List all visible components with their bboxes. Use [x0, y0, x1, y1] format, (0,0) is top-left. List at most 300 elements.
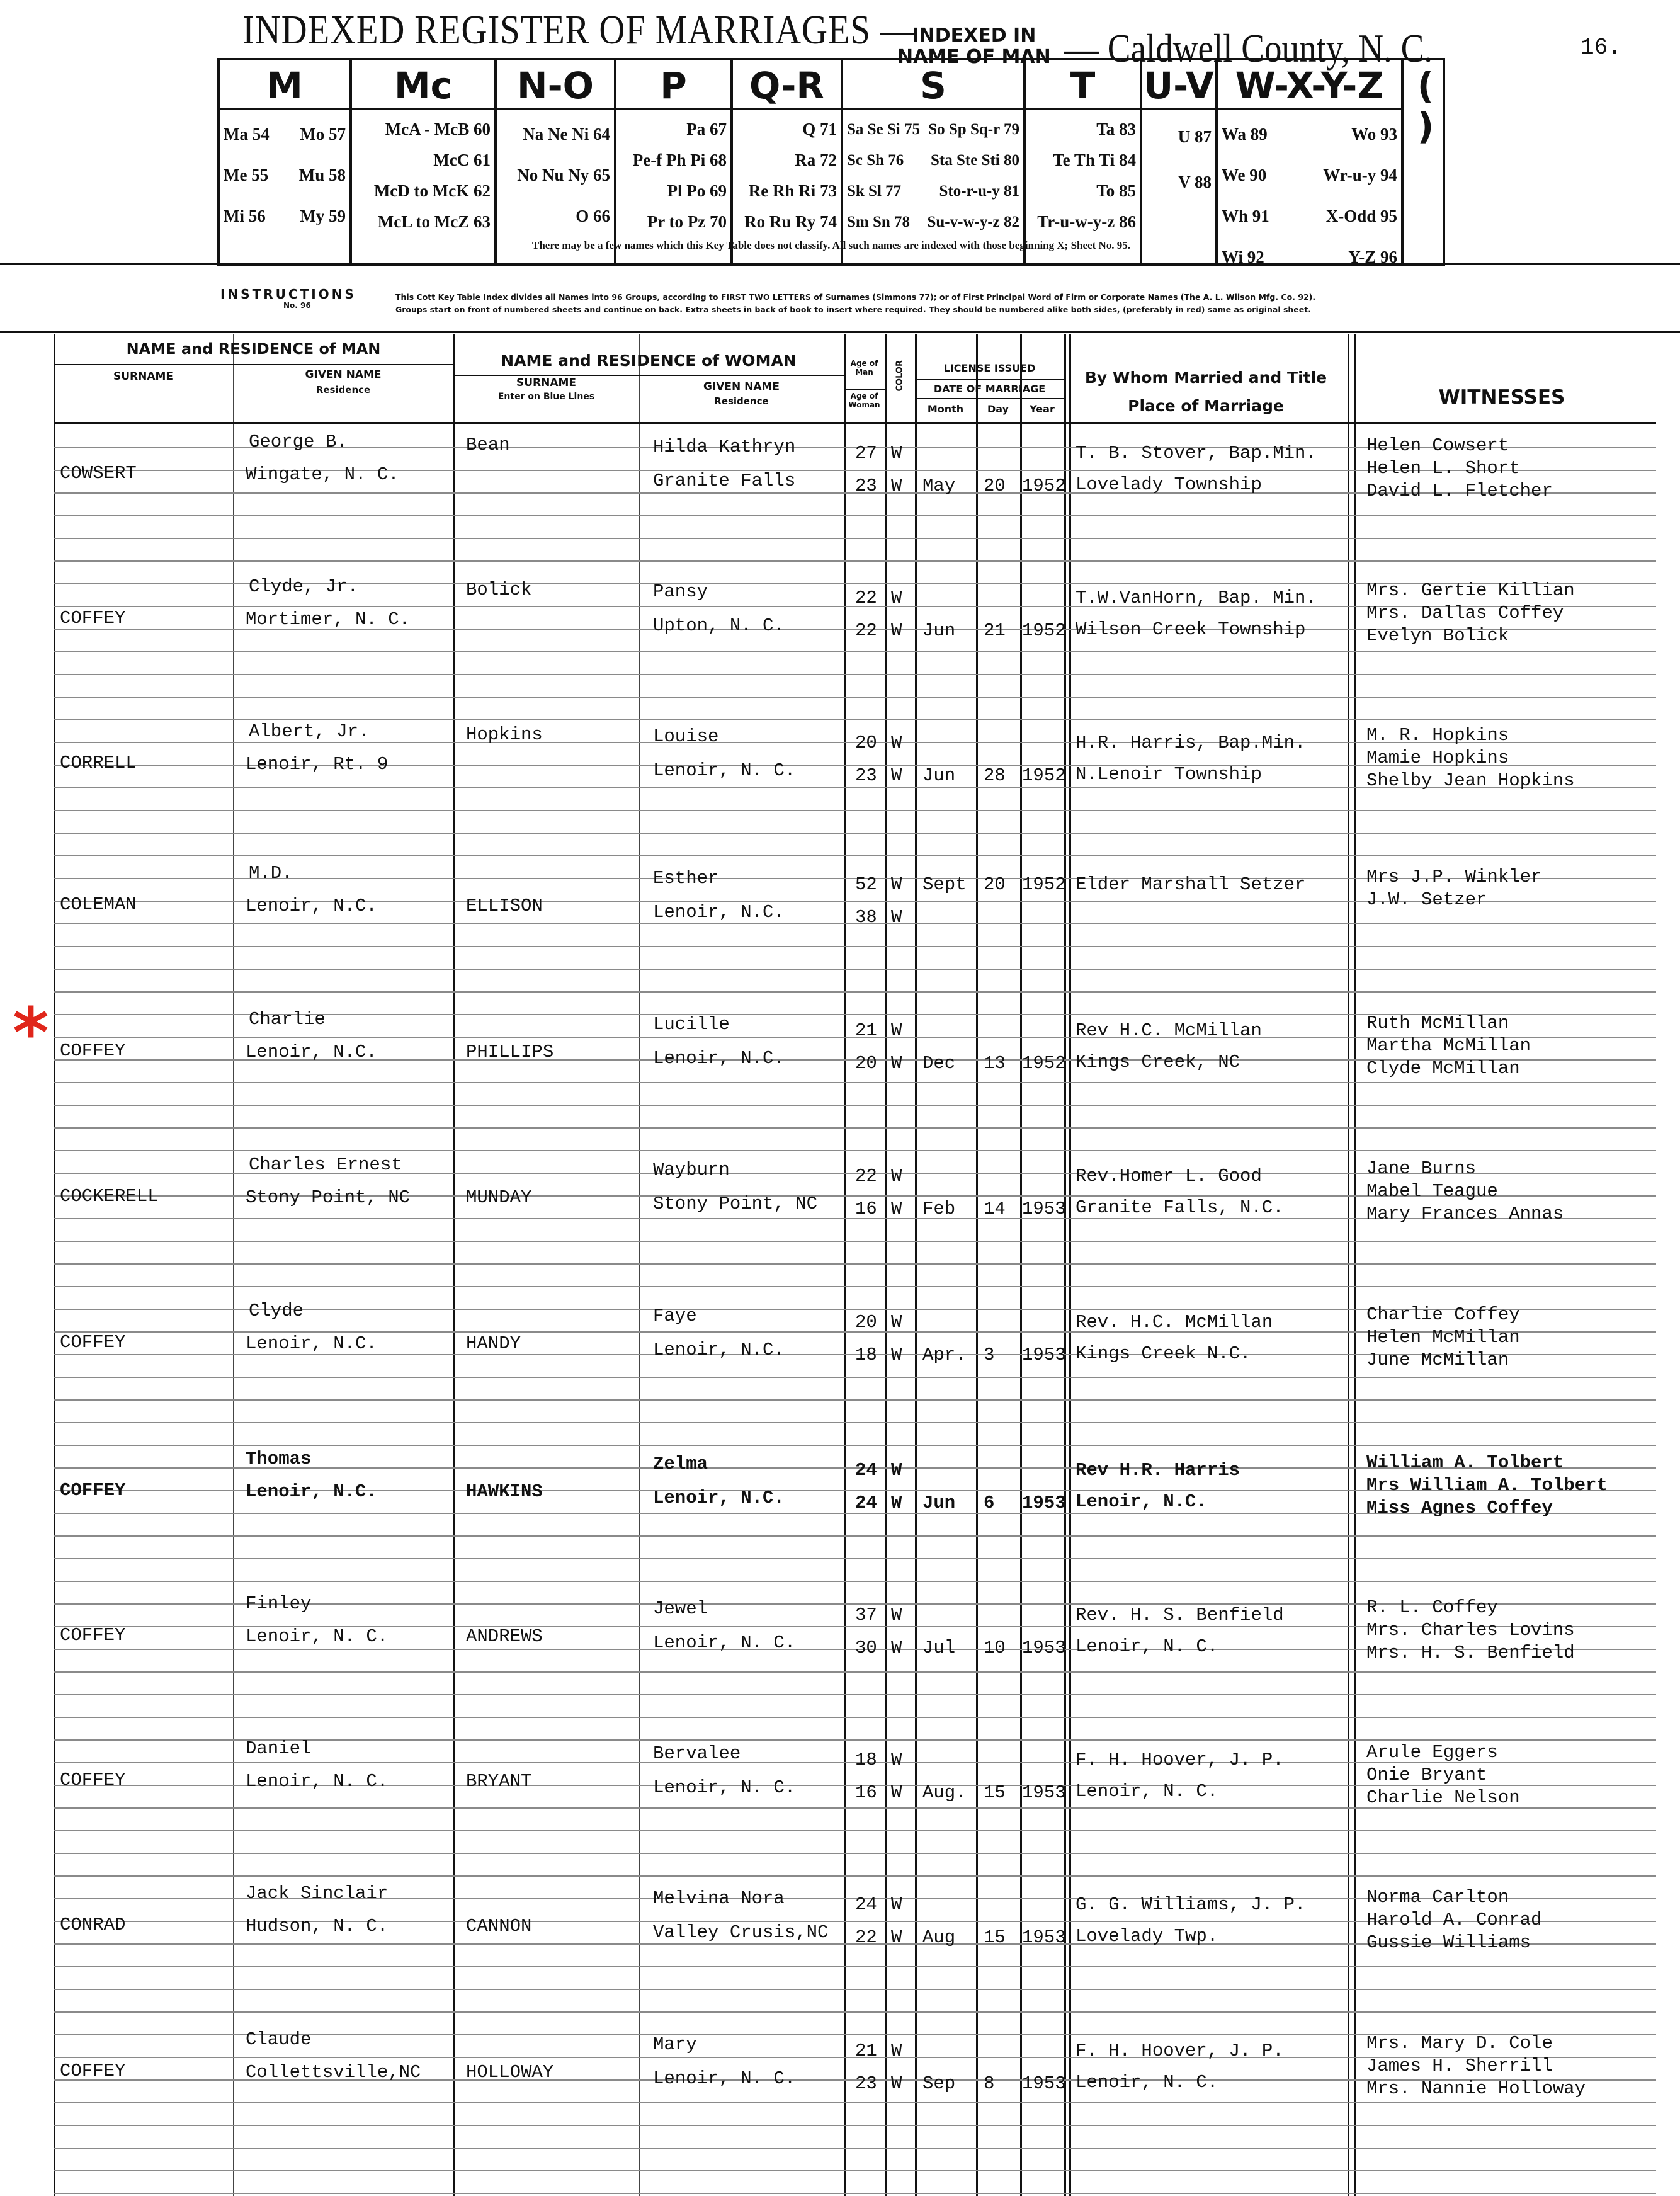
column-rule [1069, 334, 1071, 2196]
witness-name: Charlie Nelson [1366, 1787, 1520, 1808]
ruled-line [54, 1377, 1656, 1378]
age-man: 22 [855, 1166, 877, 1186]
key-entry-row [847, 145, 1019, 176]
witness-name: Mrs. Dallas Coffey [1366, 603, 1564, 623]
woman-residence: Lenoir, N.C. [653, 1048, 785, 1069]
key-letter-underline [843, 108, 1023, 110]
witness-name: Mamie Hopkins [1366, 748, 1509, 768]
man-residence: Mortimer, N. C. [246, 609, 411, 630]
woman-residence: Lenoir, N. C. [653, 760, 796, 781]
key-entry: To 85 [1096, 181, 1136, 200]
woman-surname-header: SURNAME [516, 377, 577, 389]
key-entry: McA - McB 60 [385, 120, 491, 139]
marriage-month: Feb [922, 1198, 956, 1219]
key-entry: Wr-u-y 94 [1323, 166, 1397, 185]
man-given-name: Jack Sinclair [246, 1883, 389, 1904]
age-man: 37 [855, 1605, 877, 1625]
key-letter-underline [733, 108, 841, 110]
key-entry-row [224, 155, 346, 196]
age-woman: 16 [855, 1198, 877, 1219]
key-entries [501, 114, 610, 237]
witness-name: Onie Bryant [1366, 1765, 1487, 1785]
key-column-0 [220, 60, 352, 263]
ruled-line [54, 1150, 1656, 1151]
officiant: Rev H.R. Harris [1076, 1460, 1240, 1481]
marriage-month: Jul [922, 1637, 956, 1658]
witness-name: Clyde McMillan [1366, 1058, 1520, 1079]
age-woman: 16 [855, 1782, 877, 1803]
column-rule [1354, 334, 1356, 2196]
witness-name: Mrs. Mary D. Cole [1366, 2033, 1553, 2054]
key-letter: Q-R [749, 64, 825, 107]
woman-surname: CANNON [466, 1916, 532, 1937]
ruled-line [54, 2193, 1656, 2194]
man-given-name: Daniel [246, 1738, 312, 1759]
key-entry: Me 55 [224, 166, 269, 185]
witness-name: Mrs J.P. Winkler [1366, 867, 1542, 887]
ruled-line [54, 2011, 1656, 2013]
license-rule [915, 379, 1064, 380]
woman-residence: Lenoir, N. C. [653, 1777, 796, 1798]
witness-name: Mrs. Gertie Killian [1366, 580, 1575, 601]
man-given-name: Albert, Jr. [249, 721, 370, 742]
key-column-8 [1218, 60, 1404, 266]
color-man: W [891, 1312, 902, 1333]
ruled-line [54, 1263, 1656, 1265]
ruled-line [54, 1989, 1656, 1990]
key-entry: Q 71 [802, 120, 837, 139]
ruled-line [54, 674, 1656, 675]
place-of-marriage: Wilson Creek Township [1076, 619, 1306, 640]
ruled-line [54, 1082, 1656, 1083]
ruled-line [54, 2125, 1656, 2126]
woman-group-rule [453, 375, 844, 376]
column-rule [639, 334, 640, 2196]
key-letter: T [1070, 64, 1096, 107]
marriage-day: 20 [984, 874, 1006, 895]
ruled-line [54, 1105, 1656, 1106]
age-woman: 18 [855, 1345, 877, 1365]
instructions-divider [0, 331, 1680, 333]
register-title: INDEXED REGISTER OF MARRIAGES — [242, 7, 917, 53]
man-residence: Lenoir, N.C. [246, 1042, 377, 1062]
age-man: 24 [855, 1460, 877, 1481]
ruled-line [54, 2170, 1656, 2171]
key-letter: U-V [1144, 64, 1214, 107]
key-entry: Re Rh Ri 73 [748, 181, 837, 200]
color-man: W [891, 732, 902, 753]
ruled-line [54, 855, 1656, 856]
key-entry: Ra 72 [795, 151, 837, 169]
witness-name: Mrs. H. S. Benfield [1366, 1642, 1575, 1663]
age-woman: 23 [855, 475, 877, 496]
key-entry-row [1222, 114, 1397, 155]
key-entry: Te Th Ti 84 [1053, 151, 1136, 169]
man-given-name: M.D. [249, 863, 293, 884]
ruled-line [54, 1830, 1656, 1831]
place-of-marriage: Kings Creek N.C. [1076, 1343, 1251, 1364]
ruled-line [54, 1671, 1656, 1673]
woman-surname-note: Enter on Blue Lines [497, 392, 595, 402]
key-entries [1146, 114, 1212, 205]
woman-given-name: Pansy [653, 581, 708, 602]
color-woman: W [891, 1198, 902, 1219]
column-rule [54, 334, 55, 2196]
key-column-3 [616, 60, 733, 263]
place-of-marriage: Lenoir, N. C. [1076, 1636, 1218, 1657]
officiant: Elder Marshall Setzer [1076, 874, 1306, 895]
key-entries [620, 114, 727, 237]
marriage-month: Jun [922, 765, 956, 786]
marriage-day: 6 [984, 1493, 995, 1513]
man-residence: Lenoir, N.C. [246, 1333, 377, 1354]
place-of-marriage: Lenoir, N. C. [1076, 1781, 1218, 1802]
color-woman: W [891, 1345, 902, 1365]
woman-residence: Stony Point, NC [653, 1193, 818, 1214]
key-entry: Mo 57 [300, 125, 346, 144]
man-surname: CORRELL [60, 753, 137, 773]
key-entry: Tr-u-w-y-z 86 [1037, 212, 1136, 231]
key-entry: Wa 89 [1222, 125, 1268, 144]
marriage-day: 15 [984, 1927, 1006, 1948]
key-table [217, 58, 1445, 266]
ruled-line [54, 833, 1656, 834]
age-man: 21 [855, 2040, 877, 2061]
county-label: — Caldwell County, N. C. [1064, 26, 1433, 71]
man-surname: COFFEY [60, 2061, 126, 2081]
key-entry: Wi 92 [1222, 247, 1264, 266]
age-woman-header: Age of Woman [848, 392, 880, 409]
key-entry: Na Ne Ni 64 [523, 125, 610, 144]
witness-name: Shelby Jean Hopkins [1366, 770, 1575, 791]
instructions-text [395, 291, 1466, 316]
indexed-in-line2: NAME OF MAN [897, 46, 1051, 68]
age-woman: 22 [855, 1927, 877, 1948]
key-entry: O 66 [576, 207, 610, 225]
marriage-day: 8 [984, 2073, 995, 2094]
marriage-year: 1953 [1022, 1927, 1066, 1948]
woman-surname: HAWKINS [466, 1481, 543, 1502]
man-surname: COFFEY [60, 1480, 126, 1501]
license-header: LICENSE ISSUED [943, 362, 1036, 374]
color-woman: W [891, 1927, 902, 1948]
witness-name: M. R. Hopkins [1366, 725, 1509, 746]
woman-given-name: Lucille [653, 1014, 730, 1035]
key-entries [847, 114, 1019, 237]
key-entry: So Sp Sq-r 79 [928, 121, 1019, 138]
age-man: 22 [855, 588, 877, 608]
key-entry: U 87 [1178, 127, 1212, 146]
man-group-header: NAME and RESIDENCE of MAN [126, 340, 381, 358]
ruled-line [54, 1399, 1656, 1401]
officiant: T. B. Stover, Bap.Min. [1076, 443, 1317, 464]
man-given-name: Finley [246, 1593, 312, 1614]
ruled-line [54, 1535, 1656, 1537]
witness-name: Helen L. Short [1366, 458, 1520, 479]
key-entry: Wo 93 [1351, 125, 1397, 144]
marriage-year: 1953 [1022, 1345, 1066, 1365]
witness-name: Helen McMillan [1366, 1327, 1520, 1348]
man-given-name: Clyde, Jr. [249, 576, 359, 597]
man-surname: COFFEY [60, 1770, 126, 1790]
man-residence: Wingate, N. C. [246, 464, 399, 485]
woman-surname: Hopkins [466, 724, 543, 745]
key-letter: Mc [394, 64, 453, 107]
color-man: W [891, 588, 902, 608]
marriage-month: Sep [922, 2073, 956, 2094]
key-entry-row [847, 207, 1019, 237]
color-man: W [891, 443, 902, 464]
marriage-month: Dec [922, 1053, 956, 1074]
woman-given-name: Faye [653, 1306, 697, 1326]
age-split-rule [844, 389, 885, 390]
officiant: Rev H.C. McMillan [1076, 1020, 1262, 1041]
instructions-line-1: This Cott Key Table Index divides all Names into 96 Groups, according to FIRST TWO LETTERS of Surnames (Simmons 77); or of First Principal Word of Firm or Corporate Names (The A. L. Wilson Mfg. Co. 92). [395, 292, 1316, 302]
color-man: W [891, 1166, 902, 1186]
man-surname: COWSERT [60, 463, 137, 484]
key-letter: ( ) [1417, 64, 1434, 147]
woman-group-header: NAME and RESIDENCE of WOMAN [501, 351, 797, 370]
ruled-line [54, 1694, 1656, 1695]
woman-surname: Bolick [466, 579, 532, 600]
key-entry: Mi 56 [224, 207, 266, 225]
key-entry: X-Odd 95 [1325, 207, 1397, 225]
age-woman: 30 [855, 1637, 877, 1658]
age-man-header: Age of Man [850, 359, 878, 377]
marriage-month: Aug. [922, 1782, 967, 1803]
ruled-line [54, 1286, 1656, 1287]
age-man: 20 [855, 1312, 877, 1333]
color-man: W [891, 1749, 902, 1770]
marriage-day: 13 [984, 1053, 1006, 1074]
color-woman: W [891, 475, 902, 496]
man-surname: COFFEY [60, 1332, 126, 1353]
marriage-day: 15 [984, 1782, 1006, 1803]
ruled-line [54, 1445, 1656, 1446]
key-entry: McD to McK 62 [373, 181, 491, 200]
header-bottom-rule [54, 422, 1656, 424]
man-given-name: George B. [249, 431, 348, 452]
woman-surname: HOLLOWAY [466, 2062, 554, 2083]
key-entry: Sta Ste Sti 80 [931, 152, 1019, 169]
witness-name: Mrs William A. Tolbert [1366, 1475, 1608, 1496]
key-letter-underline [220, 108, 349, 110]
marriage-year: 1953 [1022, 1493, 1066, 1513]
officiant: Rev. H.C. McMillan [1076, 1312, 1273, 1333]
woman-surname: Bean [466, 435, 510, 455]
marriage-year: 1953 [1022, 2073, 1066, 2094]
witness-name: Gussie Williams [1366, 1932, 1531, 1953]
age-woman: 23 [855, 765, 877, 786]
color-man: W [891, 1020, 902, 1041]
color-woman: W [891, 2073, 902, 2094]
key-entry: Ma 54 [224, 125, 270, 144]
man-given-header: GIVEN NAME [305, 368, 382, 381]
date-of-marriage-header: DATE OF MARRIAGE [933, 383, 1046, 395]
ruled-line [54, 2102, 1656, 2103]
woman-surname: HANDY [466, 1333, 521, 1354]
marriage-day: 28 [984, 765, 1006, 786]
marriage-year: 1953 [1022, 1782, 1066, 1803]
man-given-name: Thomas [246, 1448, 312, 1469]
marriage-day: 14 [984, 1198, 1006, 1219]
key-entry: V 88 [1178, 173, 1212, 191]
color-man: W [891, 2040, 902, 2061]
color-woman: W [891, 620, 902, 641]
man-surname: COLEMAN [60, 894, 137, 915]
key-entry: Pl Po 69 [667, 181, 727, 200]
key-letter-underline [497, 108, 614, 110]
woman-given-name: Melvina Nora [653, 1888, 785, 1909]
age-man: 18 [855, 1749, 877, 1770]
marriage-day: 10 [984, 1637, 1006, 1658]
key-column-9 [1404, 60, 1448, 263]
marriage-year: 1953 [1022, 1198, 1066, 1219]
instructions-number: No. 96 [283, 301, 311, 310]
witness-name: Mrs. Charles Lovins [1366, 1620, 1575, 1641]
man-surname: COFFEY [60, 1040, 126, 1061]
woman-given-name: Wayburn [653, 1159, 730, 1180]
ruled-line [54, 1966, 1656, 1967]
key-entry-row [847, 176, 1019, 207]
man-given-name: Charles Ernest [249, 1154, 402, 1175]
register-table [54, 334, 1656, 2196]
ruled-line [54, 515, 1656, 516]
woman-residence: Lenoir, N. C. [653, 1632, 796, 1653]
key-letter-underline [616, 108, 730, 110]
officiant: G. G. Williams, J. P. [1076, 1894, 1306, 1915]
key-column-1 [352, 60, 497, 263]
key-entry: Sk Sl 77 [847, 183, 902, 200]
key-entry: My 59 [300, 207, 346, 225]
age-woman: 24 [855, 1493, 877, 1513]
column-rule [453, 334, 455, 2196]
man-surname-header: SURNAME [113, 370, 174, 383]
ruled-line [54, 991, 1656, 993]
man-residence: Stony Point, NC [246, 1187, 411, 1208]
man-surname: COFFEY [60, 1625, 126, 1646]
ruled-line [54, 697, 1656, 698]
marriage-month: May [922, 475, 956, 496]
color-header: COLOR [895, 360, 905, 392]
column-rule [233, 334, 234, 2196]
key-entry: Pa 67 [686, 120, 727, 139]
ruled-line [54, 560, 1656, 562]
key-column-5 [843, 60, 1026, 263]
woman-residence: Lenoir, N.C. [653, 902, 785, 923]
ruled-line [54, 969, 1656, 970]
place-header: Place of Marriage [1128, 397, 1284, 415]
woman-given-name: Bervalee [653, 1743, 741, 1764]
man-surname: COFFEY [60, 608, 126, 629]
color-woman: W [891, 1782, 902, 1803]
ruled-line [54, 1558, 1656, 1559]
ruled-line [54, 1422, 1656, 1423]
woman-surname: MUNDAY [466, 1187, 532, 1208]
witnesses-header: WITNESSES [1438, 386, 1565, 409]
key-entry-row [224, 114, 346, 155]
date-rule [915, 398, 1064, 399]
key-entries [224, 114, 346, 237]
witness-name: Mabel Teague [1366, 1181, 1498, 1202]
age-man: 21 [855, 1020, 877, 1041]
key-letter-underline [1026, 108, 1140, 110]
red-asterisk-mark: * [13, 993, 49, 1073]
woman-given-name: Louise [653, 726, 719, 747]
column-rule [976, 334, 978, 2196]
key-entries [1222, 114, 1397, 278]
officiant: H.R. Harris, Bap.Min. [1076, 732, 1306, 753]
marriage-year: 1952 [1022, 475, 1066, 496]
ruled-line [54, 538, 1656, 539]
witness-name: Miss Agnes Coffey [1366, 1498, 1553, 1518]
man-residence: Lenoir, Rt. 9 [246, 754, 389, 775]
age-woman: 20 [855, 1053, 877, 1074]
ruled-line [54, 946, 1656, 947]
ruled-line [54, 1241, 1656, 1242]
key-letter: S [920, 64, 946, 107]
key-entry: We 90 [1222, 166, 1267, 185]
witness-name: Norma Carlton [1366, 1887, 1509, 1908]
man-residence: Lenoir, N.C. [246, 1481, 377, 1502]
ruled-line [54, 1717, 1656, 1718]
place-of-marriage: N.Lenoir Township [1076, 764, 1262, 785]
woman-residence: Granite Falls [653, 470, 796, 491]
witness-name: R. L. Coffey [1366, 1597, 1498, 1618]
instructions-line-2: Groups start on front of numbered sheets and continue on back. Extra sheets in back of book to insert where required. They should be numbered alike both sides, (preferably in red) same as original sheet. [395, 305, 1311, 314]
key-letter-underline [1218, 108, 1401, 110]
officiant: Rev. H. S. Benfield [1076, 1605, 1284, 1625]
witness-name: Helen Cowsert [1366, 435, 1509, 456]
key-letter-underline [352, 108, 494, 110]
column-rule [1020, 334, 1022, 2196]
witness-name: Charlie Coffey [1366, 1304, 1520, 1325]
marriage-month: Apr. [922, 1345, 967, 1365]
color-man: W [891, 1605, 902, 1625]
ruled-line [54, 1581, 1656, 1582]
man-given-name: Charlie [249, 1009, 326, 1030]
key-entries [737, 114, 837, 237]
witness-name: June McMillan [1366, 1350, 1509, 1370]
year-header: Year [1030, 403, 1055, 415]
key-letter: W-X-Y-Z [1235, 64, 1384, 107]
key-letter: P [660, 64, 687, 107]
key-entry-row [224, 196, 346, 237]
woman-given-header: GIVEN NAME [703, 380, 780, 393]
key-entry-row [1222, 155, 1397, 196]
woman-residence-header: Residence [714, 395, 769, 407]
woman-surname: BRYANT [466, 1771, 532, 1792]
month-header: Month [927, 403, 964, 415]
man-surname: CONRAD [60, 1914, 126, 1935]
woman-surname: PHILLIPS [466, 1042, 554, 1062]
witness-name: David L. Fletcher [1366, 481, 1553, 501]
key-entries [1030, 114, 1136, 237]
woman-given-name: Zelma [653, 1454, 708, 1474]
key-letter-underline [1142, 108, 1215, 110]
witness-name: Mary Frances Annas [1366, 1203, 1564, 1224]
woman-surname: ELLISON [466, 896, 543, 916]
witness-name: J.W. Setzer [1366, 889, 1487, 910]
key-entry: Sm Sn 78 [847, 213, 911, 230]
woman-residence: Lenoir, N.C. [653, 1340, 785, 1360]
woman-given-name: Esther [653, 868, 719, 889]
color-woman: W [891, 765, 902, 786]
marriage-year: 1952 [1022, 620, 1066, 641]
woman-given-name: Jewel [653, 1598, 708, 1619]
key-entry: Y-Z 96 [1348, 247, 1397, 266]
witness-name: William A. Tolbert [1366, 1452, 1564, 1473]
